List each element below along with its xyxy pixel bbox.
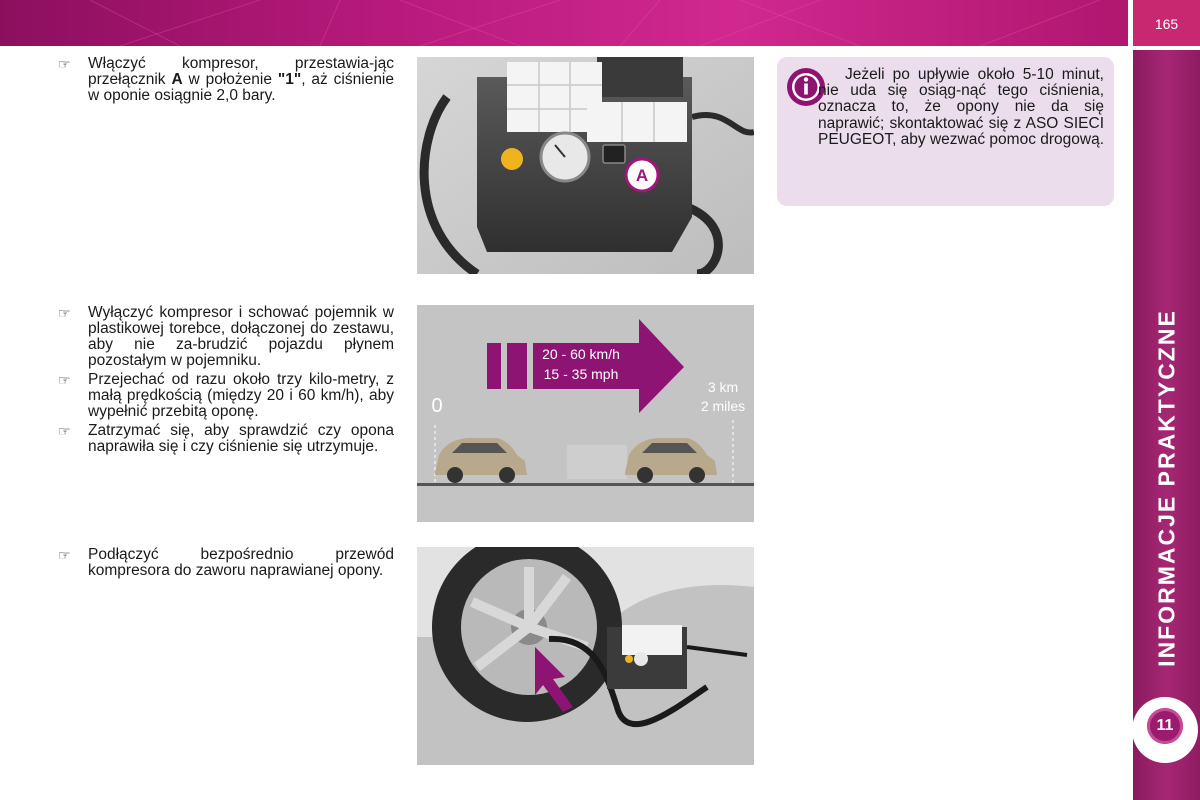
compressor-illustration	[417, 57, 754, 274]
speed-kmh-label: 20 - 60 km/h	[542, 346, 620, 362]
chapter-number: 11	[1147, 708, 1183, 744]
pointing-hand-icon: ☞	[58, 547, 71, 563]
pointing-hand-icon: ☞	[58, 305, 71, 321]
info-note: Jeżeli po upływie około 5-10 minut, nie uda się osiąg-nąć tego ciśnienia, oznacza to, że opony nie da się naprawić; skontaktować się z ASO SIECI PEUGEOT, aby wezwać pomoc drogową.	[818, 66, 1105, 148]
page-number-box	[1133, 0, 1200, 46]
start-distance-label: 0	[431, 395, 443, 417]
steps-list-2	[58, 305, 394, 458]
pointing-hand-icon: ☞	[58, 56, 71, 72]
page-number: 165	[1154, 16, 1179, 32]
steps-list-3	[58, 547, 394, 582]
pointing-hand-icon: ☞	[58, 423, 71, 439]
list-item: ☞ Wyłączyć kompresor i schować pojemnik w plastikowej torebce, dołączonej do zestawu, aby nie za-brudzić pojazdu płynem pozostałym w pojemniku.	[58, 304, 394, 369]
distance-km-label: 3 km	[707, 379, 739, 395]
distance-miles-label: 2 miles	[700, 398, 746, 414]
chapter-badge	[1132, 697, 1198, 763]
drive-distance-illustration	[417, 305, 754, 522]
list-item: ☞ Podłączyć bezpośrednio przewód kompresora do zaworu naprawianej opony.	[58, 546, 394, 579]
section-title: INFORMACJE PRAKTYCZNE	[1153, 309, 1180, 667]
list-item: ☞ Przejechać od razu około trzy kilo-metry, z małą prędkością (między 20 i 60 km/h), aby wypełnić przebitą oponę.	[58, 371, 394, 420]
list-item: ☞ Włączyć kompresor, przestawia-jąc przełącznik A w położenie "1", aż ciśnienie w oponie osiągnie 2,0 bary.	[58, 55, 394, 104]
steps-list-1	[58, 56, 394, 107]
top-banner	[0, 0, 1128, 46]
list-item: ☞ Zatrzymać się, aby sprawdzić czy opona naprawiła się i czy ciśnienie się utrzymuje.	[58, 422, 394, 455]
pointing-hand-icon: ☞	[58, 372, 71, 388]
switch-label: A	[635, 166, 649, 185]
connect-valve-illustration	[417, 547, 754, 765]
speed-mph-label: 15 - 35 mph	[543, 366, 619, 382]
